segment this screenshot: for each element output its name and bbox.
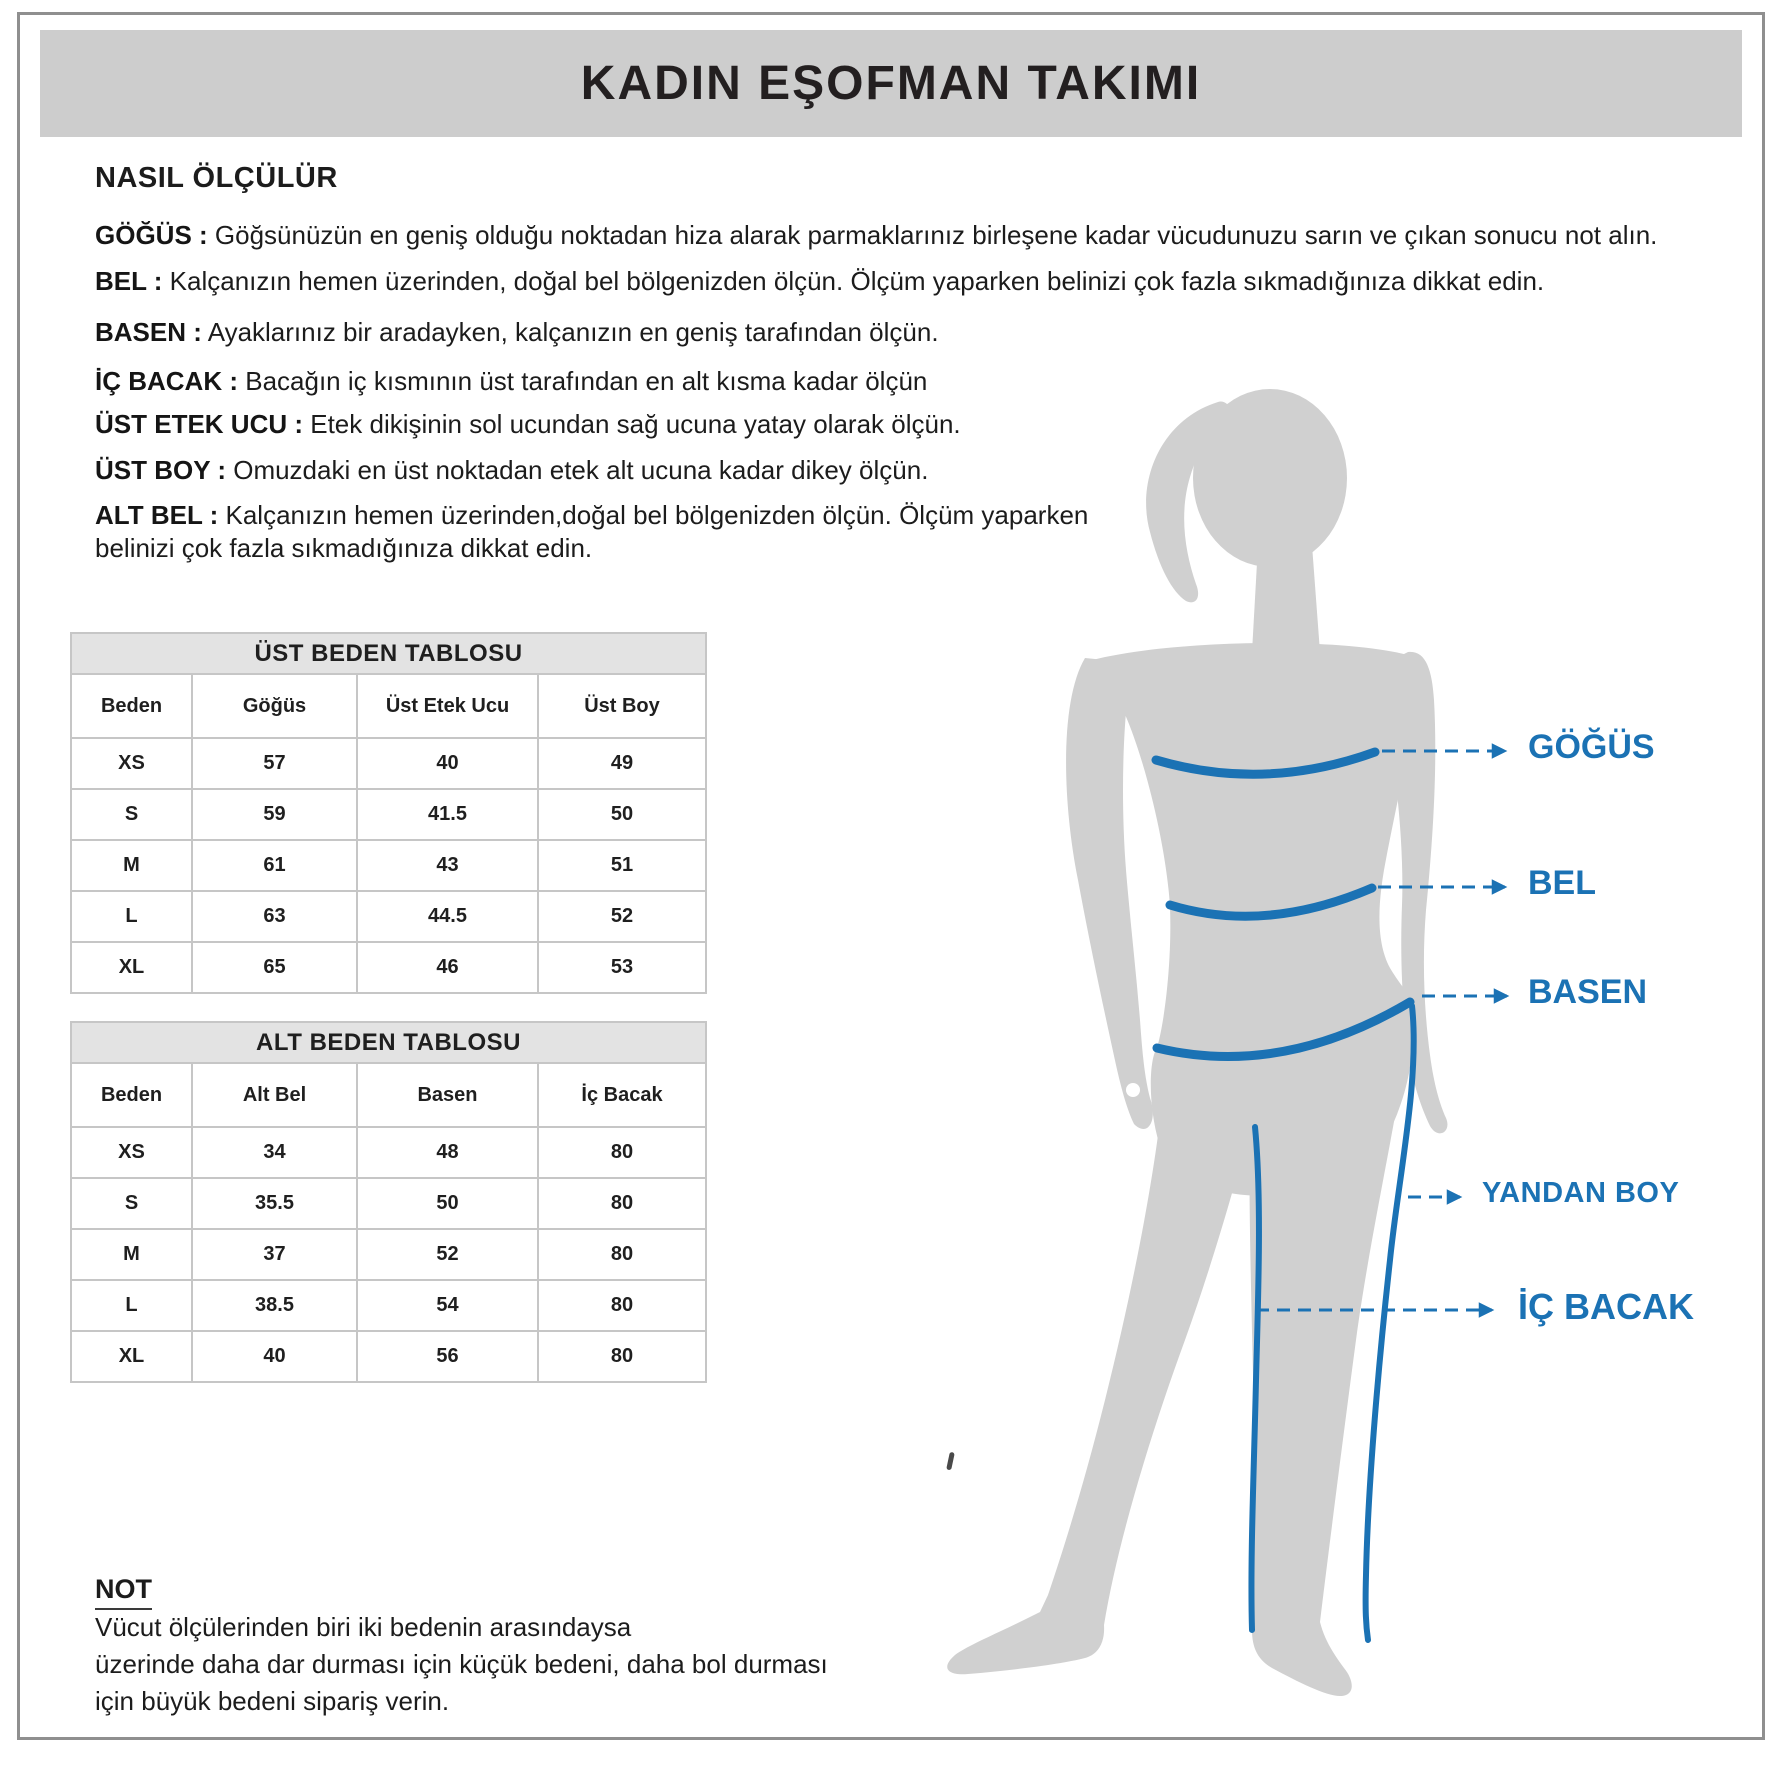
value-cell: 80 [538, 1280, 706, 1331]
diagram-label-side-length: YANDAN BOY [1482, 1177, 1680, 1209]
definition-inseam [95, 365, 1755, 398]
value-cell: 80 [538, 1331, 706, 1382]
note-line: için büyük bedeni sipariş verin. [95, 1686, 450, 1716]
note-line: üzerinde daha dar durması için küçük bedeni, daha bol durması [95, 1649, 828, 1679]
diagram-label-waist: BEL [1528, 864, 1596, 902]
note-title: NOT [95, 1574, 152, 1610]
definition-term: BASEN : [95, 317, 202, 347]
how-to-measure-heading: NASIL ÖLÇÜLÜR [95, 162, 338, 194]
note-line: Vücut ölçülerinden biri iki bedenin arasındaysa [95, 1612, 632, 1642]
value-cell: 51 [538, 840, 706, 891]
definition-term: ÜST ETEK UCU : [95, 409, 303, 439]
value-cell: 63 [192, 891, 357, 942]
column-header: Üst Boy [538, 674, 706, 738]
title-banner [40, 30, 1742, 137]
size-cell: S [71, 789, 192, 840]
column-header: Basen [357, 1063, 538, 1127]
definition-term: ALT BEL : [95, 500, 219, 530]
definition-text: Kalçanızın hemen üzerinden, doğal bel bölgenizden ölçün. Ölçüm yaparken belinizi çok fazla sıkmadığınıza dikkat edin. [169, 266, 1545, 296]
diagram-label-inseam: İÇ BACAK [1518, 1286, 1694, 1327]
table-title-row [71, 633, 706, 674]
table-header-row [71, 674, 706, 738]
column-header: Alt Bel [192, 1063, 357, 1127]
table-title-row [71, 1022, 706, 1063]
value-cell: 41.5 [357, 789, 538, 840]
definition-text: Ayaklarınız bir aradayken, kalçanızın en geniş tarafından ölçün. [207, 317, 939, 347]
value-cell: 40 [357, 738, 538, 789]
definition-text: Omuzdaki en üst noktadan etek alt ucuna kadar dikey ölçün. [233, 455, 929, 485]
upper-body-size-table [70, 632, 707, 994]
definition-term: BEL : [95, 266, 163, 296]
value-cell: 65 [192, 942, 357, 993]
value-cell: 61 [192, 840, 357, 891]
value-cell: 52 [538, 891, 706, 942]
table-row [71, 1127, 706, 1178]
size-cell: XL [71, 1331, 192, 1382]
column-header: Göğüs [192, 674, 357, 738]
page-title: KADIN EŞOFMAN TAKIMI [580, 57, 1202, 110]
definition-text: Etek dikişinin sol ucundan sağ ucuna yatay olarak ölçün. [310, 409, 961, 439]
value-cell: 80 [538, 1127, 706, 1178]
value-cell: 54 [357, 1280, 538, 1331]
value-cell: 80 [538, 1229, 706, 1280]
lower-body-size-table [70, 1021, 707, 1383]
value-cell: 53 [538, 942, 706, 993]
definition-text: Kalçanızın hemen üzerinden,doğal bel bölgenizden ölçün. Ölçüm yaparken belinizi çok fazla sıkmadığınıza dikkat edin. [95, 500, 1089, 563]
value-cell: 52 [357, 1229, 538, 1280]
definition-term: GÖĞÜS : [95, 220, 208, 250]
table-row [71, 942, 706, 993]
column-header: İç Bacak [538, 1063, 706, 1127]
value-cell: 38.5 [192, 1280, 357, 1331]
value-cell: 46 [357, 942, 538, 993]
value-cell: 56 [357, 1331, 538, 1382]
table-row [71, 789, 706, 840]
diagram-label-chest: GÖĞÜS [1528, 728, 1655, 766]
table-row [71, 1229, 706, 1280]
size-cell: M [71, 840, 192, 891]
table-row [71, 840, 706, 891]
definition-top-length [95, 454, 1755, 487]
size-cell: XS [71, 1127, 192, 1178]
size-cell: XL [71, 942, 192, 993]
size-cell: M [71, 1229, 192, 1280]
value-cell: 50 [357, 1178, 538, 1229]
table-row [71, 738, 706, 789]
table-row [71, 1280, 706, 1331]
value-cell: 49 [538, 738, 706, 789]
table-row [71, 1331, 706, 1382]
value-cell: 37 [192, 1229, 357, 1280]
definition-text: Göğsünüzün en geniş olduğu noktadan hiza alarak parmaklarınız birleşene kadar vücudunuzu sarın ve çıkan sonucu not alın. [214, 220, 1658, 250]
table-header-row [71, 1063, 706, 1127]
value-cell: 48 [357, 1127, 538, 1178]
definition-hip [95, 316, 1755, 349]
diagram-label-hip: BASEN [1528, 973, 1648, 1011]
size-cell: XS [71, 738, 192, 789]
table-row [71, 891, 706, 942]
size-cell: L [71, 1280, 192, 1331]
value-cell: 40 [192, 1331, 357, 1382]
value-cell: 34 [192, 1127, 357, 1178]
value-cell: 35.5 [192, 1178, 357, 1229]
value-cell: 80 [538, 1178, 706, 1229]
table-title: ÜST BEDEN TABLOSU [71, 633, 706, 674]
column-header: Üst Etek Ucu [357, 674, 538, 738]
size-cell: S [71, 1178, 192, 1229]
size-cell: L [71, 891, 192, 942]
definition-chest [95, 219, 1755, 252]
definition-term: ÜST BOY : [95, 455, 226, 485]
definition-text: Bacağın iç kısmının üst tarafından en alt kısma kadar ölçün [245, 366, 928, 396]
definition-term: İÇ BACAK : [95, 366, 238, 396]
definition-bottom-waist [95, 499, 1175, 565]
value-cell: 43 [357, 840, 538, 891]
value-cell: 44.5 [357, 891, 538, 942]
column-header: Beden [71, 1063, 192, 1127]
value-cell: 57 [192, 738, 357, 789]
value-cell: 59 [192, 789, 357, 840]
table-title: ALT BEDEN TABLOSU [71, 1022, 706, 1063]
column-header: Beden [71, 674, 192, 738]
definition-waist [95, 265, 1755, 298]
value-cell: 50 [538, 789, 706, 840]
table-row [71, 1178, 706, 1229]
definition-top-hem [95, 408, 1755, 441]
